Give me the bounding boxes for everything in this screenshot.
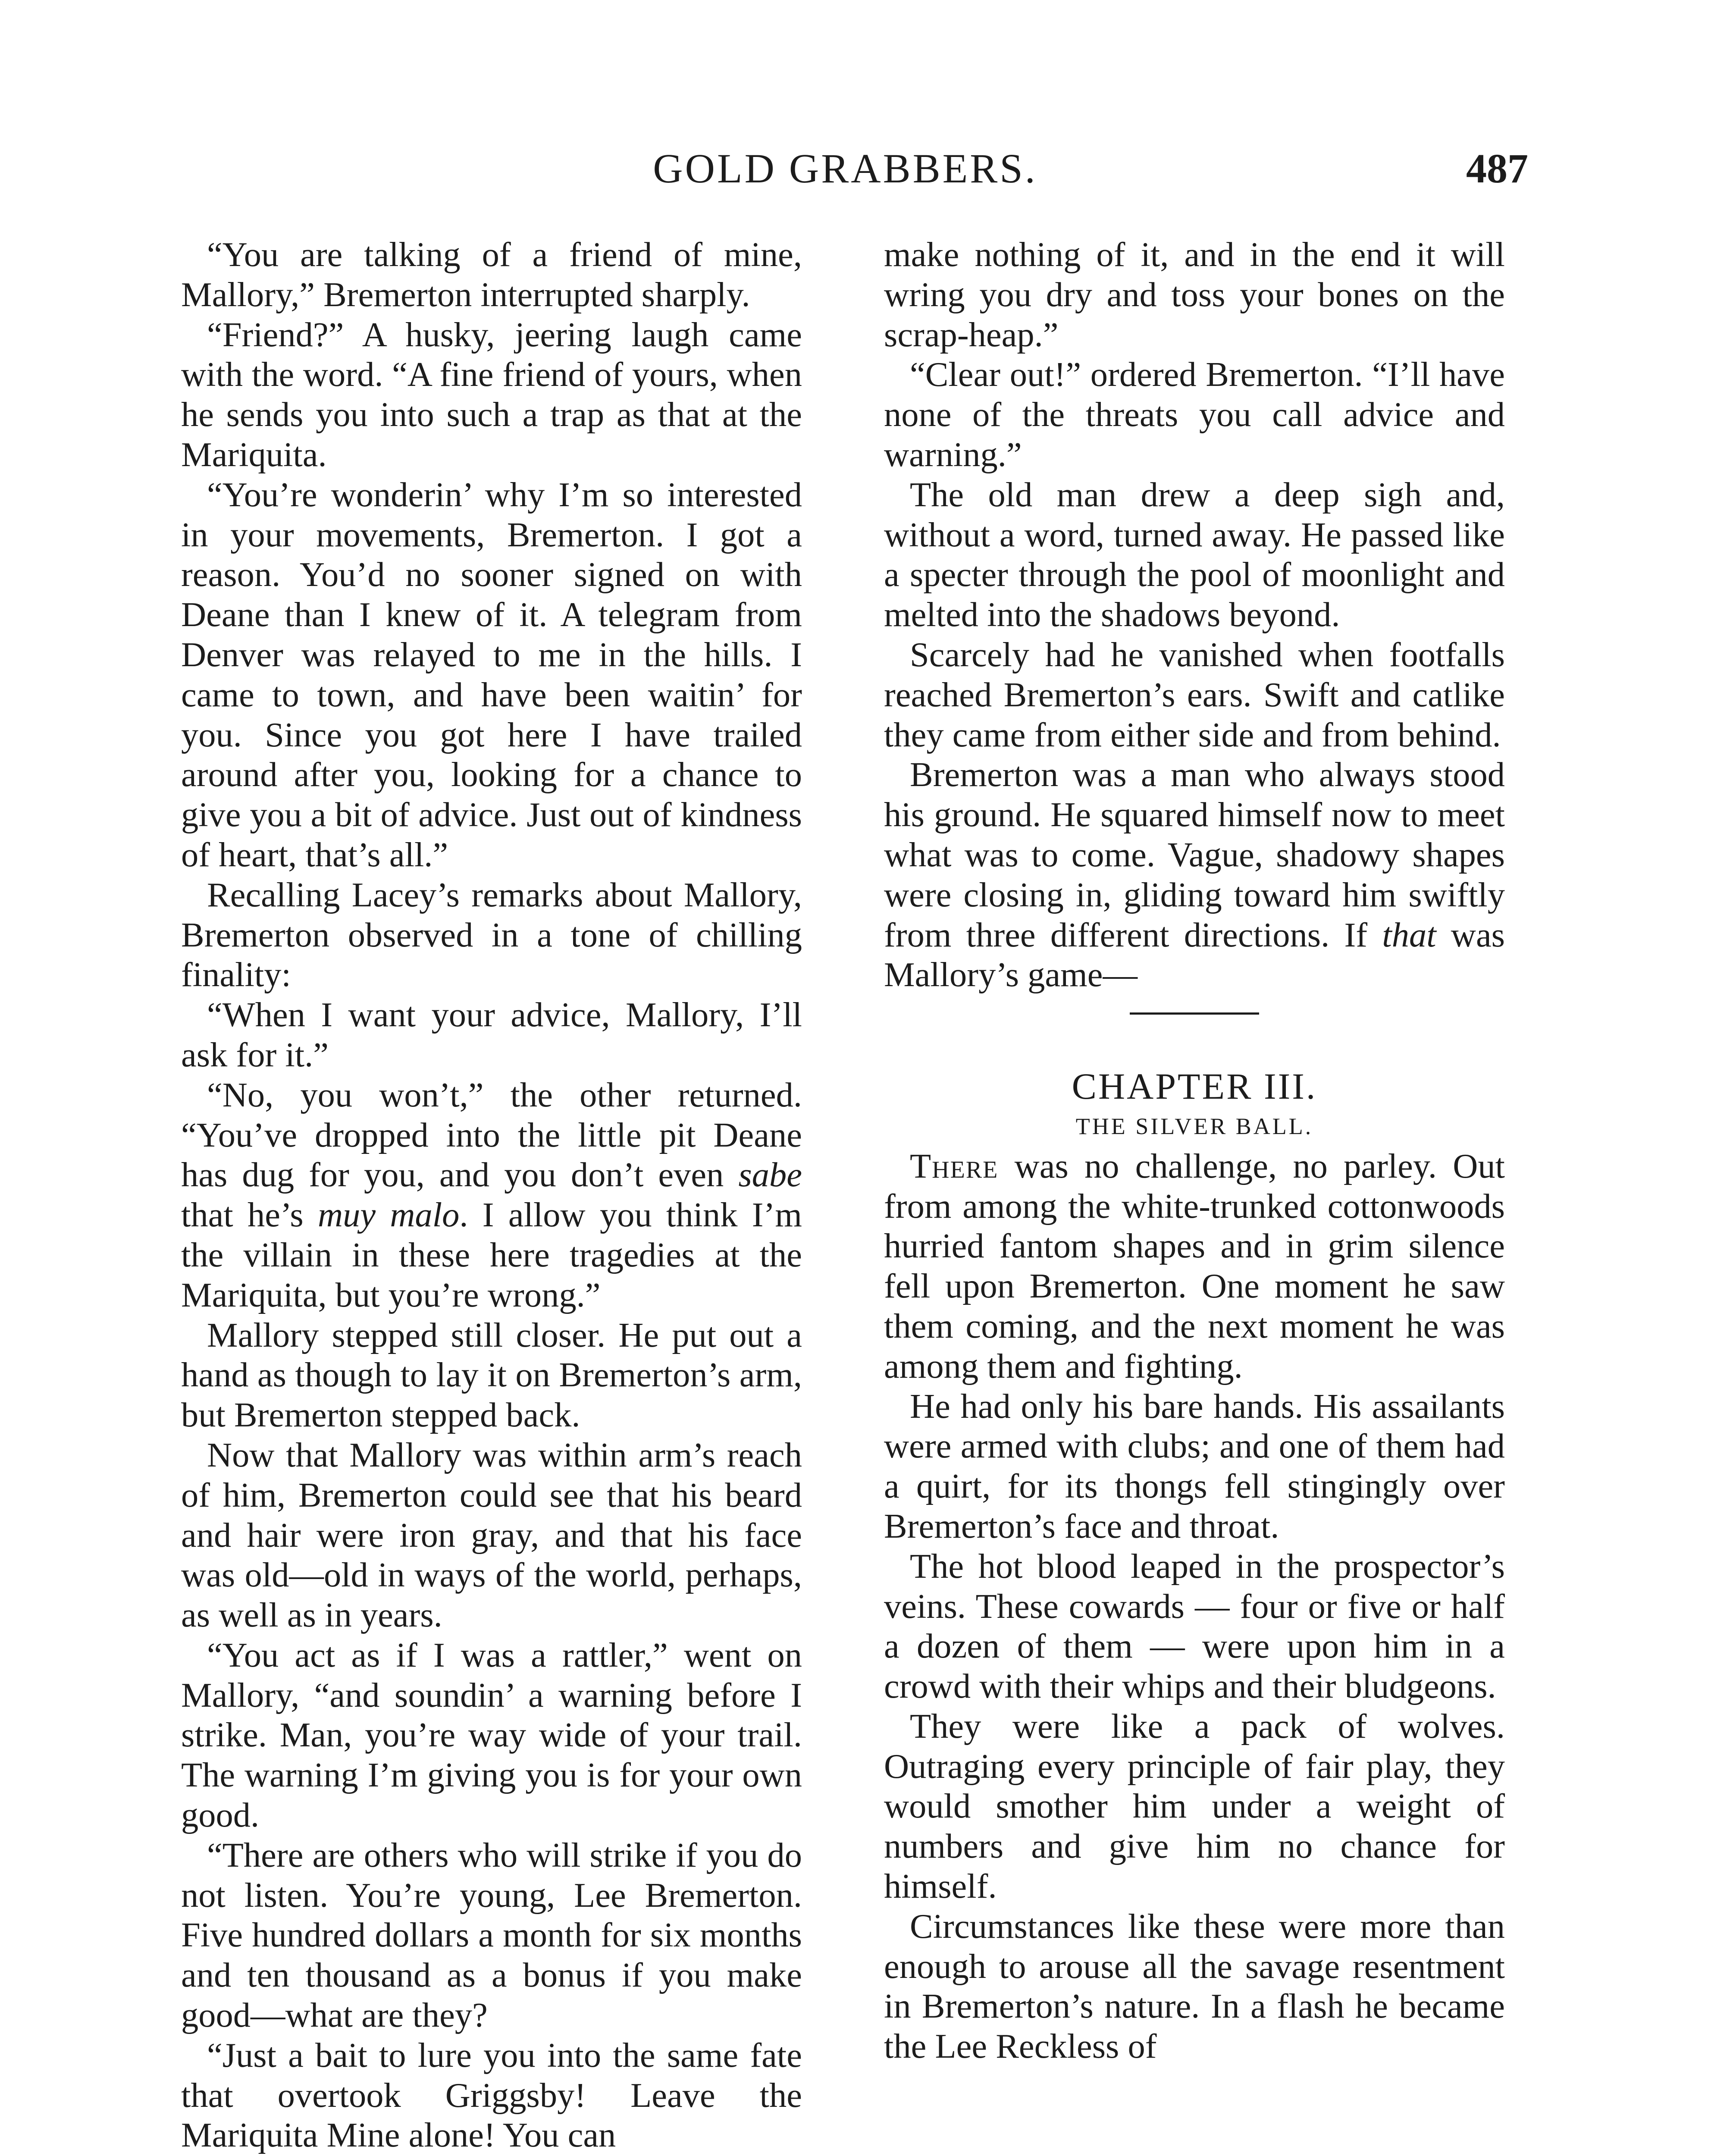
paragraph: “When I want your advice, Mallory, I’ll ask for it.” bbox=[181, 996, 802, 1074]
page-number: 487 bbox=[1466, 145, 1528, 191]
paragraph: “No, you won’t,” the other returned. “You’ve dropped into the little pit Deane has dug for you, and you don’t even sabe that he’s muy malo. I allow you think I’m the villain in these here tragedies at the Mariquita, but you’re wrong.” bbox=[181, 1075, 802, 1314]
paragraph: The hot blood leaped in the prospector’s veins. These cowards — four or five or half a dozen of them — were upon him in a crowd with their whips and their bludgeons. bbox=[884, 1547, 1505, 1706]
left-column bbox=[181, 235, 802, 2156]
paragraph: Now that Mallory was within arm’s reach of him, Bremerton could see that his beard and hair were iron gray, and that his face was old—old in ways of the world, perhaps, as well as in years. bbox=[181, 1435, 802, 1635]
paragraph: “Clear out!” ordered Bremerton. “I’ll have none of the threats you call advice and warning.” bbox=[884, 355, 1505, 474]
paragraph: Bremerton was a man who always stood his ground. He squared himself now to meet what was to come. Vague, shadowy shapes were closing in, gliding toward him swiftly from three different directions. If that was Mallory’s game— bbox=[884, 755, 1505, 994]
paragraph: make nothing of it, and in the end it will wring you dry and toss your bones on the scrap-heap.” bbox=[884, 235, 1505, 354]
running-head bbox=[0, 144, 1711, 196]
page-title: GOLD GRABBERS. bbox=[653, 145, 1037, 191]
paragraph: “Just a bait to lure you into the same fate that overtook Griggsby! Leave the Mariquita Mine alone! You can bbox=[181, 2036, 802, 2155]
paragraph: Circumstances like these were more than enough to arouse all the savage resentment in Bremerton’s nature. In a flash he became the Lee Reckless of bbox=[884, 1907, 1505, 2066]
paragraph: The old man drew a deep sigh and, without a word, turned away. He passed like a specter through the pool of moonlight and melted into the shadows beyond. bbox=[884, 475, 1505, 634]
paragraph: He had only his bare hands. His assailants were armed with clubs; and one of them had a quirt, for its thongs fell stingingly over Bremerton’s face and throat. bbox=[884, 1387, 1505, 1545]
paragraph: Recalling Lacey’s remarks about Mallory, Bremerton observed in a tone of chilling finality: bbox=[181, 875, 802, 994]
section-divider bbox=[1130, 1012, 1259, 1015]
chapter-heading: CHAPTER III. bbox=[1072, 1065, 1317, 1107]
chapter-subtitle: THE SILVER BALL. bbox=[1075, 1113, 1313, 1139]
paragraph: Scarcely had he vanished when footfalls reached Bremerton’s ears. Swift and catlike they came from either side and from behind. bbox=[884, 635, 1505, 754]
paragraph: They were like a pack of wolves. Outraging every principle of fair play, they would smother him under a weight of numbers and give him no chance for himself. bbox=[884, 1707, 1505, 1906]
paragraph: “You are talking of a friend of mine, Mallory,” Bremerton interrupted sharply. bbox=[181, 235, 802, 314]
paragraph: “You’re wonderin’ why I’m so interested in your movements, Bremerton. I got a reason. You’d no sooner signed on with Deane than I knew of it. A telegram from Denver was relayed to me in the hills. I came to town, and have been waitin’ for you. Since you got here I have trailed around after you, looking for a chance to give you a bit of advice. Just out of kindness of heart, that’s all.” bbox=[181, 475, 802, 874]
paragraph: Mallory stepped still closer. He put out a hand as though to lay it on Bremerton’s arm, but Bremerton stepped back. bbox=[181, 1316, 802, 1435]
paragraph: There was no challenge, no parley. Out from among the white-trunked cottonwoods hurried fantom shapes and in grim silence fell upon Bremerton. One moment he saw them coming, and the next moment he was among them and fighting. bbox=[884, 1147, 1505, 1385]
paragraph: “You act as if I was a rattler,” went on Mallory, “and soundin’ a warning before I strike. Man, you’re way wide of your trail. The warning I’m giving you is for your own good. bbox=[181, 1636, 802, 1835]
paragraph: “There are others who will strike if you do not listen. You’re young, Lee Bremerton. Five hundred dollars a month for six months and ten thousand as a bonus if you make good—what are they? bbox=[181, 1836, 802, 2035]
right-column bbox=[884, 235, 1505, 2067]
paragraph: “Friend?” A husky, jeering laugh came with the word. “A fine friend of yours, when he sends you into such a trap as that at the Mariquita. bbox=[181, 315, 802, 474]
